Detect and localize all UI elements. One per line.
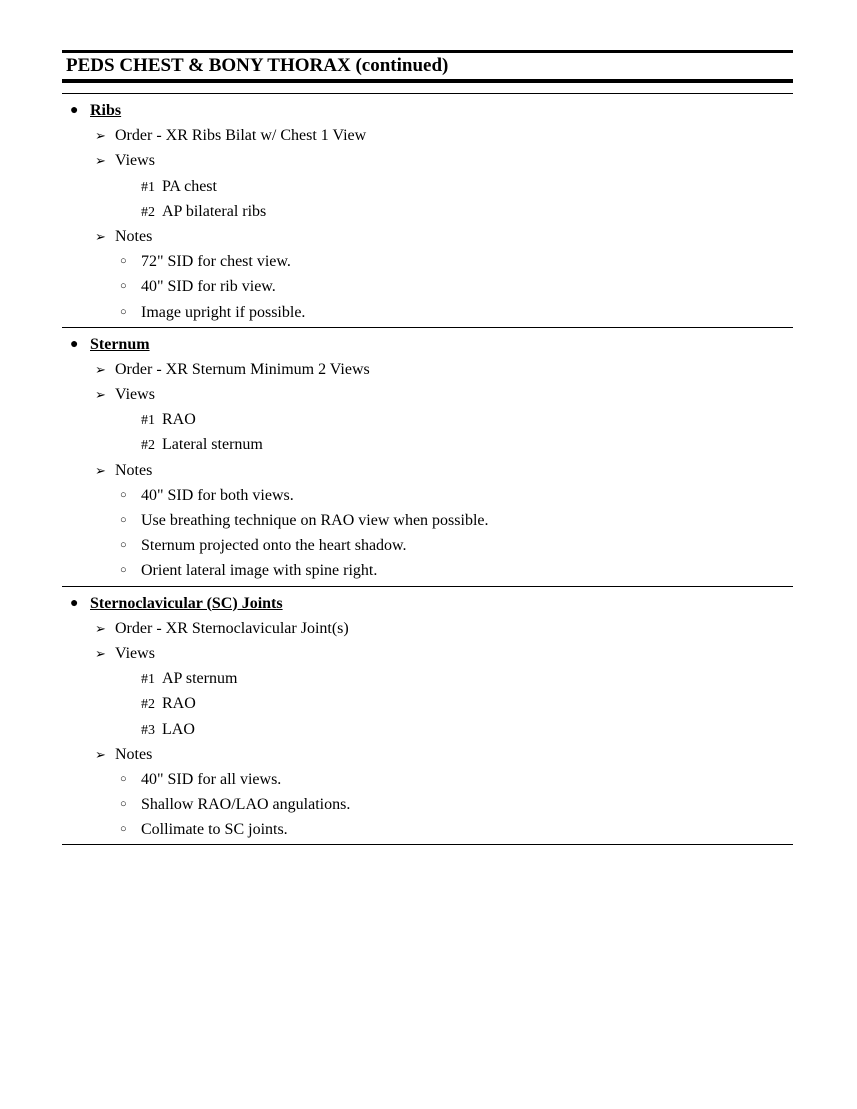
note-item xyxy=(62,508,793,533)
note-text: 40" SID for all views. xyxy=(141,770,282,788)
order-text: Order - XR Sternum Minimum 2 Views xyxy=(115,360,370,378)
notes-label: Notes xyxy=(115,745,153,763)
circle-bullet-icon: ○ xyxy=(120,514,127,526)
view-item xyxy=(62,432,793,457)
note-text: Use breathing technique on RAO view when possible. xyxy=(141,512,489,529)
view-number: #2 xyxy=(141,438,155,454)
note-item xyxy=(62,817,793,842)
section-heading-text: Sternum xyxy=(90,335,150,353)
arrow-bullet-icon: ➢ xyxy=(95,387,106,403)
views-label: Views xyxy=(115,152,155,170)
section-sc-joints xyxy=(62,587,793,846)
note-item xyxy=(62,300,793,325)
note-item xyxy=(62,483,793,508)
note-text: Image upright if possible. xyxy=(141,303,306,321)
note-text: Shallow RAO/LAO angulations. xyxy=(141,796,351,814)
view-number: #3 xyxy=(141,722,155,738)
view-number: #2 xyxy=(141,204,155,220)
view-item xyxy=(62,174,793,199)
view-item xyxy=(62,717,793,742)
arrow-bullet-icon: ➢ xyxy=(95,153,106,169)
circle-bullet-icon: ○ xyxy=(120,823,127,836)
view-number: #1 xyxy=(141,413,155,429)
bullet-icon: ● xyxy=(70,103,79,118)
section-sternum xyxy=(62,328,793,587)
views-label: Views xyxy=(115,644,155,662)
views-label-item xyxy=(62,382,793,407)
note-text: 40" SID for both views. xyxy=(141,486,294,504)
note-text: Orient lateral image with spine right. xyxy=(141,562,378,580)
view-number: #2 xyxy=(141,697,155,713)
note-text: 72" SID for chest view. xyxy=(141,253,291,271)
bullet-icon: ● xyxy=(70,595,79,611)
note-item xyxy=(62,533,793,558)
arrow-bullet-icon: ➢ xyxy=(95,645,106,661)
view-text: AP sternum xyxy=(162,670,238,688)
view-text: AP bilateral ribs xyxy=(162,202,267,220)
note-item xyxy=(62,792,793,817)
view-text: PA chest xyxy=(162,177,217,195)
view-item xyxy=(62,199,793,224)
circle-bullet-icon: ○ xyxy=(120,305,127,318)
notes-label-item xyxy=(62,458,793,483)
bullet-icon: ● xyxy=(70,336,79,352)
note-text: 40" SID for rib view. xyxy=(141,278,276,296)
section-heading-text: Ribs xyxy=(90,102,122,119)
views-label-item xyxy=(62,148,793,173)
arrow-bullet-icon: ➢ xyxy=(95,746,106,762)
arrow-bullet-icon: ➢ xyxy=(95,462,106,478)
section-heading-text: Sternoclavicular (SC) Joints xyxy=(90,594,283,612)
note-item xyxy=(62,767,793,792)
note-text: Sternum projected onto the heart shadow. xyxy=(141,537,407,555)
view-number: #1 xyxy=(141,179,155,195)
arrow-bullet-icon: ➢ xyxy=(95,228,106,244)
circle-bullet-icon: ○ xyxy=(120,255,127,268)
circle-bullet-icon: ○ xyxy=(120,488,127,501)
note-item xyxy=(62,249,793,274)
circle-bullet-icon: ○ xyxy=(120,280,127,293)
view-text: LAO xyxy=(162,720,195,738)
arrow-bullet-icon: ➢ xyxy=(95,361,106,377)
circle-bullet-icon: ○ xyxy=(120,564,127,577)
notes-label-item xyxy=(62,742,793,767)
section-heading xyxy=(62,591,793,616)
view-text: RAO xyxy=(162,695,196,713)
view-item xyxy=(62,691,793,716)
order-text: Order - XR Sternoclavicular Joint(s) xyxy=(115,619,349,637)
title-block xyxy=(62,50,793,83)
arrow-bullet-icon: ➢ xyxy=(95,620,106,636)
note-item xyxy=(62,274,793,299)
order-item xyxy=(62,616,793,641)
view-number: #1 xyxy=(141,672,155,688)
section-heading xyxy=(62,332,793,357)
views-label-item xyxy=(62,641,793,666)
arrow-bullet-icon: ➢ xyxy=(95,128,106,144)
circle-bullet-icon: ○ xyxy=(120,539,127,552)
notes-label: Notes xyxy=(115,461,153,479)
view-item xyxy=(62,407,793,432)
order-text: Order - XR Ribs Bilat w/ Chest 1 View xyxy=(115,127,367,145)
view-text: RAO xyxy=(162,411,196,429)
view-text: Lateral sternum xyxy=(162,436,263,454)
circle-bullet-icon: ○ xyxy=(120,798,127,811)
circle-bullet-icon: ○ xyxy=(120,772,127,785)
views-label: Views xyxy=(115,386,155,404)
document-page xyxy=(62,50,793,845)
section-ribs xyxy=(62,94,793,328)
view-item xyxy=(62,666,793,691)
order-item xyxy=(62,357,793,382)
notes-label-item xyxy=(62,224,793,249)
note-item xyxy=(62,558,793,583)
page-title: PEDS CHEST & BONY THORAX (continued) xyxy=(66,55,449,76)
note-text: Collimate to SC joints. xyxy=(141,821,288,839)
notes-label: Notes xyxy=(115,227,153,245)
order-item xyxy=(62,123,793,148)
section-heading xyxy=(62,98,793,123)
